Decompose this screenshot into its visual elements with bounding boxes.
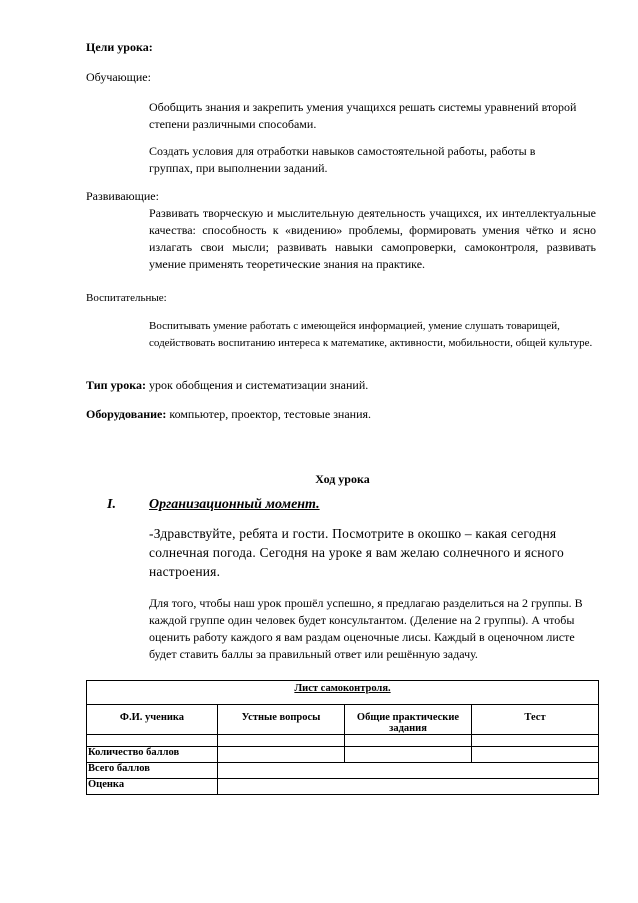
- table-cell: [345, 735, 472, 747]
- table-row-label: Всего баллов: [87, 763, 218, 779]
- table-cell: [218, 779, 599, 795]
- table-cell: [345, 747, 472, 763]
- course-title: Ход урока: [315, 472, 370, 486]
- educational-label: Воспитательные:: [86, 292, 167, 304]
- table-cell: [87, 735, 218, 747]
- table-cell: [218, 747, 345, 763]
- developing-item-1: Развивать творческую и мыслительную деятельность учащихся, их интеллектуальные качества: способность к «видению» проблемы, формировать умения чётко и ясно излагать свои мысли; развивать навыки самопроверки, самоконтроля, развивать умение применять теоретические знания на практике.: [149, 206, 596, 271]
- table-header: Тест: [472, 705, 599, 735]
- teaching-item-1: Обобщить знания и закрепить умения учащихся решать системы уравнений второй степени различными способами.: [149, 100, 577, 131]
- table-caption: Лист самоконтроля.: [87, 681, 599, 705]
- section-numeral: I.: [107, 497, 116, 512]
- lesson-type-label: Тип урока:: [86, 378, 146, 392]
- developing-label: Развивающие:: [86, 189, 159, 203]
- table-cell: [218, 735, 345, 747]
- self-control-table: [86, 680, 599, 795]
- table-header: Устные вопросы: [218, 705, 345, 735]
- table-cell: [472, 735, 599, 747]
- table-header: Общие практические задания: [345, 705, 472, 735]
- section-title: Организационный момент.: [149, 497, 320, 512]
- table-cell: [472, 747, 599, 763]
- section-paragraph: Для того, чтобы наш урок прошёл успешно, я предлагаю разделиться на 2 группы. В каждой группе один человек будет консультантом. (Деление на 2 группы). А чтобы оценить работу каждого я вам раздам оценочные лисы. Каждый в оценочном листе будет ставить баллы за правильный ответ или решённую задачу.: [149, 596, 583, 661]
- table-cell: [218, 763, 599, 779]
- teaching-item-2: Создать условия для отработки навыков самостоятельной работы, работы в группах, при выполнении заданий.: [149, 144, 536, 175]
- table-row-label: Количество баллов: [87, 747, 218, 763]
- lesson-type-value: урок обобщения и систематизации знаний.: [145, 378, 369, 392]
- greeting-text: -Здравствуйте, ребята и гости. Посмотрите в окошко – какая сегодня солнечная погода. Сегодня на уроке я вам желаю солнечного и ясного настроения.: [149, 526, 564, 579]
- lesson-type: [86, 377, 368, 394]
- table-row-label: Оценка: [87, 779, 218, 795]
- educational-item-1: Воспитывать умение работать с имеющейся информацией, умение слушать товарищей, содействовать воспитанию интереса к математике, активности, мобильности, общей культуре.: [149, 320, 593, 349]
- table-header: Ф.И. ученика: [87, 705, 218, 735]
- equipment-value: компьютер, проектор, тестовые знания.: [166, 407, 372, 421]
- teaching-label: Обучающие:: [86, 70, 151, 84]
- goals-title: Цели урока:: [86, 40, 153, 54]
- equipment-label: Оборудование:: [86, 407, 167, 421]
- equipment: [86, 406, 371, 423]
